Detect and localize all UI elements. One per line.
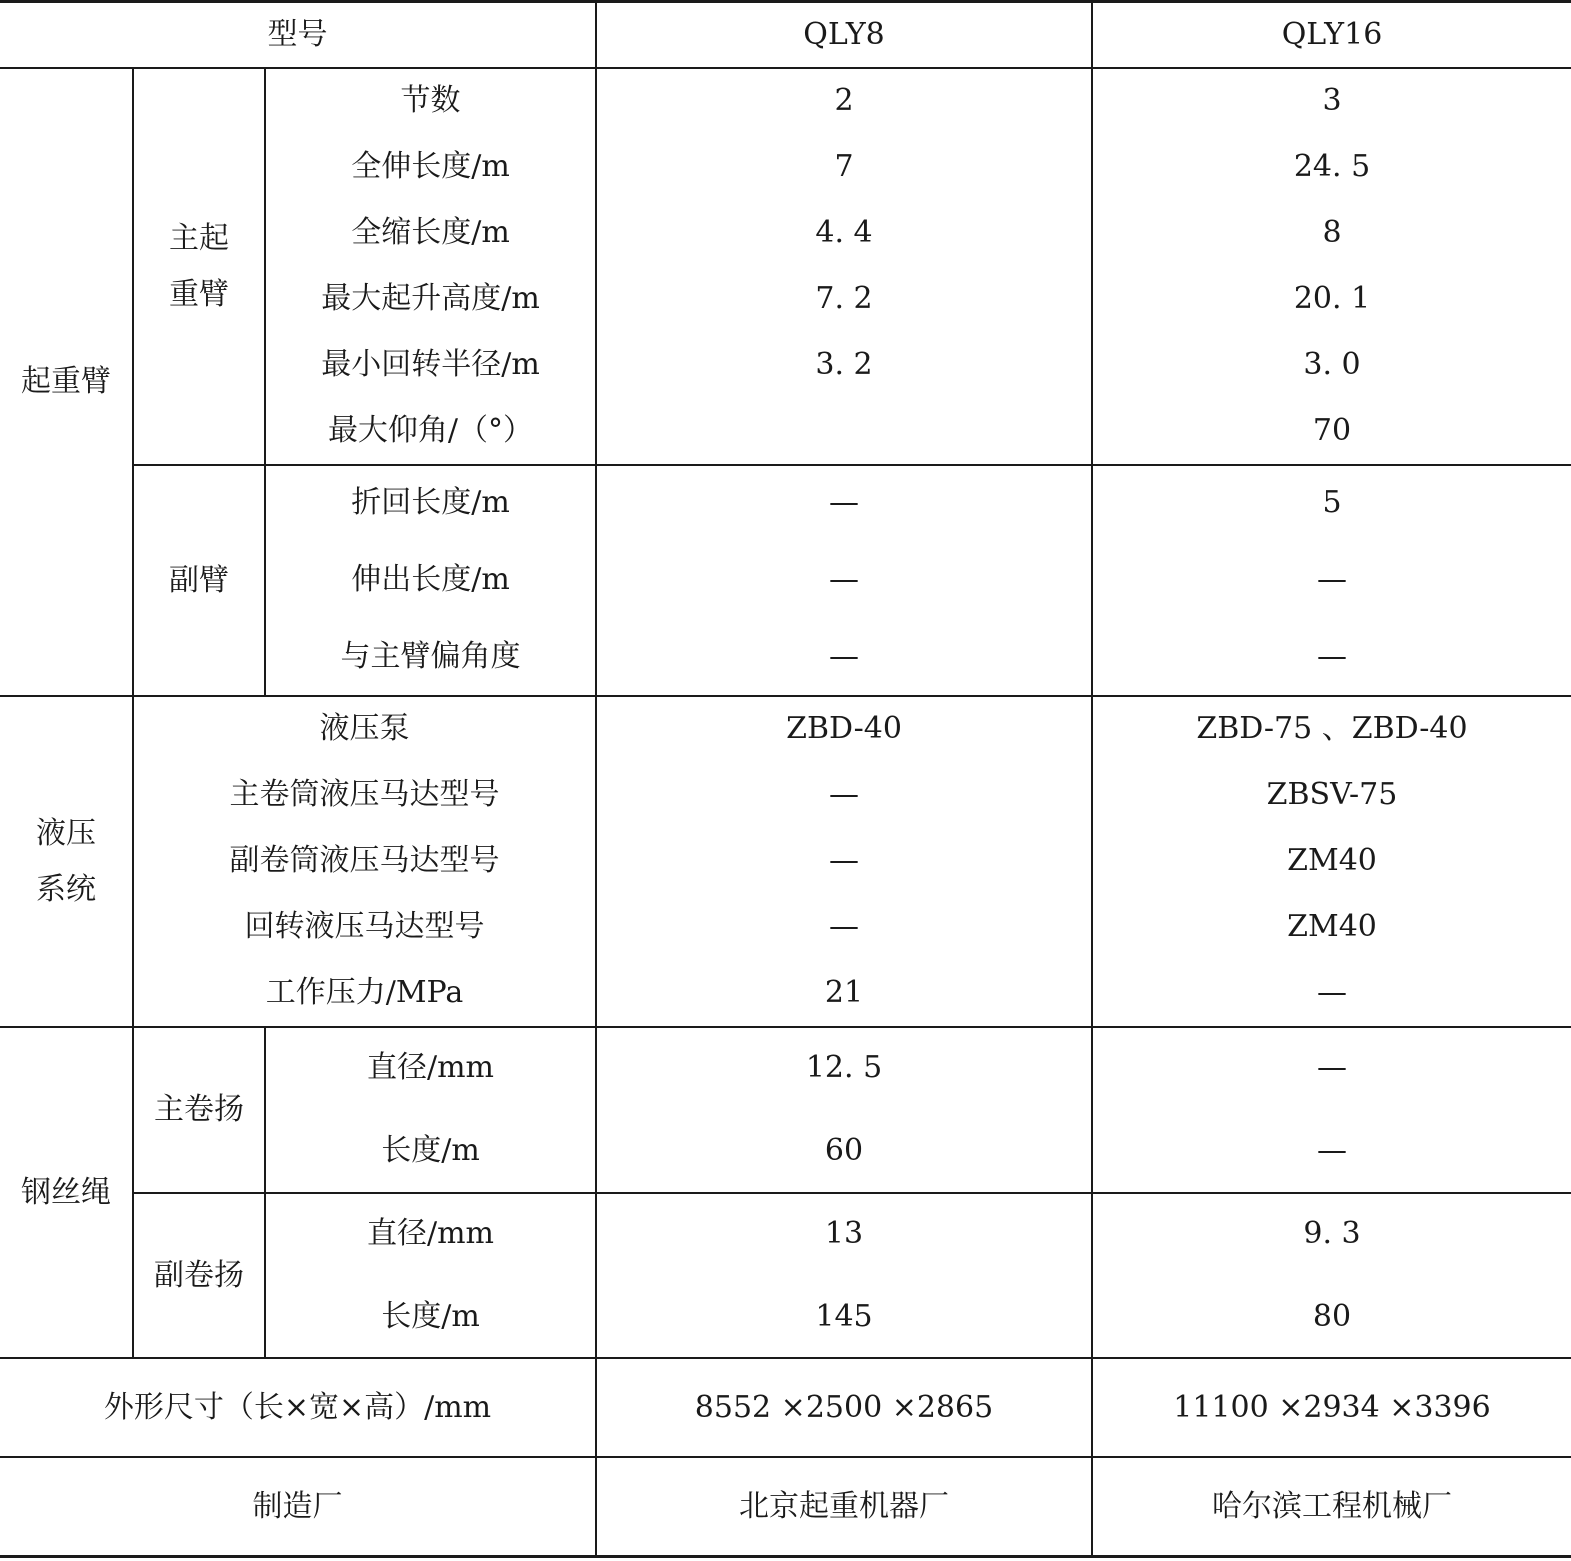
row-label: 全缩长度/m: [351, 214, 510, 250]
row-value-qly8: —: [829, 638, 859, 674]
row-value-qly16: —: [1317, 1050, 1347, 1085]
group-hydraulic-line-1: 液压: [36, 816, 96, 851]
subgroup-main-boom-line-1: 主起: [169, 221, 229, 256]
header-model-1: QLY8: [803, 16, 885, 52]
subgroup-main-boom-label: [134, 69, 264, 464]
row-value-qly16: 9. 3: [1303, 1216, 1361, 1251]
dimensions-label: 外形尺寸（长×宽×高）/mm: [103, 1389, 492, 1425]
row-value-qly16: ZM40: [1287, 908, 1377, 944]
row-label: 全伸长度/m: [351, 148, 510, 184]
rule-bottom: [0, 1555, 1571, 1558]
dimensions-value-qly16: 11100 ×2934 ×3396: [1173, 1389, 1491, 1425]
row-value-qly16: 3. 0: [1303, 346, 1361, 382]
row-value-qly16: ZBSV-75: [1266, 776, 1398, 812]
header-model-label: 型号: [267, 16, 328, 52]
subgroup-jib-label: 副臂: [169, 562, 229, 598]
row-label: 伸出长度/m: [351, 561, 510, 597]
row-value-qly8: 4. 4: [815, 214, 873, 250]
row-value-qly8: [597, 399, 1091, 462]
group-hydraulic-label: [0, 697, 132, 1026]
subgroup-aux-hoist-label: 副卷扬: [154, 1257, 244, 1293]
row-label: 副卷筒液压马达型号: [229, 842, 500, 878]
row-value-qly16: —: [1317, 561, 1347, 597]
row-label: 直径/mm: [366, 1216, 494, 1251]
row-value-qly16: 20. 1: [1293, 280, 1371, 316]
row-value-qly16: 24. 5: [1293, 148, 1371, 184]
row-value-qly8: ZBD-40: [786, 710, 902, 746]
row-value-qly8: 7. 2: [815, 280, 873, 316]
subgroup-main-hoist-label: 主卷扬: [154, 1092, 244, 1127]
row-value-qly8: 12. 5: [805, 1050, 883, 1085]
row-value-qly16: —: [1317, 638, 1347, 674]
row-value-qly8: 7: [834, 148, 854, 184]
manufacturer-value-qly8: 北京起重机器厂: [739, 1488, 949, 1524]
row-label: 直径/mm: [366, 1050, 494, 1085]
row-value-qly16: 70: [1312, 412, 1352, 448]
row-value-qly8: 145: [815, 1299, 873, 1334]
manufacturer-label: 制造厂: [252, 1488, 343, 1524]
row-label: 回转液压马达型号: [244, 908, 485, 944]
row-value-qly8: 21: [824, 974, 864, 1010]
row-label: 最大起升高度/m: [321, 280, 540, 316]
row-label: 最大仰角/（°）: [327, 412, 534, 448]
row-value-qly8: —: [829, 908, 859, 944]
group-hydraulic-line-2: 系统: [36, 871, 96, 907]
row-value-qly8: 2: [834, 82, 854, 118]
row-label: 长度/m: [381, 1299, 480, 1334]
row-label: 长度/m: [381, 1133, 480, 1168]
row-label: 主卷筒液压马达型号: [229, 776, 500, 812]
manufacturer-value-qly16: 哈尔滨工程机械厂: [1212, 1488, 1452, 1524]
row-value-qly16: —: [1317, 1133, 1347, 1168]
row-label: 节数: [400, 82, 461, 118]
row-value-qly8: —: [829, 561, 859, 597]
row-label: 工作压力/MPa: [265, 974, 464, 1010]
row-value-qly16: 8: [1322, 214, 1342, 250]
row-label: 与主臂偏角度: [340, 638, 521, 674]
row-value-qly8: —: [829, 776, 859, 812]
row-value-qly8: 60: [824, 1133, 864, 1168]
row-value-qly16: 5: [1322, 484, 1342, 520]
row-value-qly8: —: [829, 484, 859, 520]
row-value-qly16: ZM40: [1287, 842, 1377, 878]
row-value-qly8: 3. 2: [815, 346, 873, 382]
row-label: 最小回转半径/m: [321, 346, 540, 382]
row-value-qly8: 13: [824, 1216, 864, 1251]
group-boom-label: 起重臂: [21, 364, 111, 399]
row-value-qly8: —: [829, 842, 859, 878]
row-value-qly16: 3: [1322, 82, 1342, 118]
row-value-qly16: —: [1317, 974, 1347, 1010]
row-label: 折回长度/m: [351, 484, 510, 520]
header-model-2: QLY16: [1281, 16, 1383, 52]
group-rope-label: 钢丝绳: [21, 1174, 111, 1210]
dimensions-value-qly8: 8552 ×2500 ×2865: [694, 1389, 994, 1425]
row-label: 液压泵: [319, 710, 410, 746]
row-value-qly16: ZBD-75 、ZBD-40: [1196, 710, 1468, 746]
subgroup-main-boom-line-2: 重臂: [169, 276, 229, 312]
row-value-qly16: 80: [1312, 1299, 1352, 1334]
